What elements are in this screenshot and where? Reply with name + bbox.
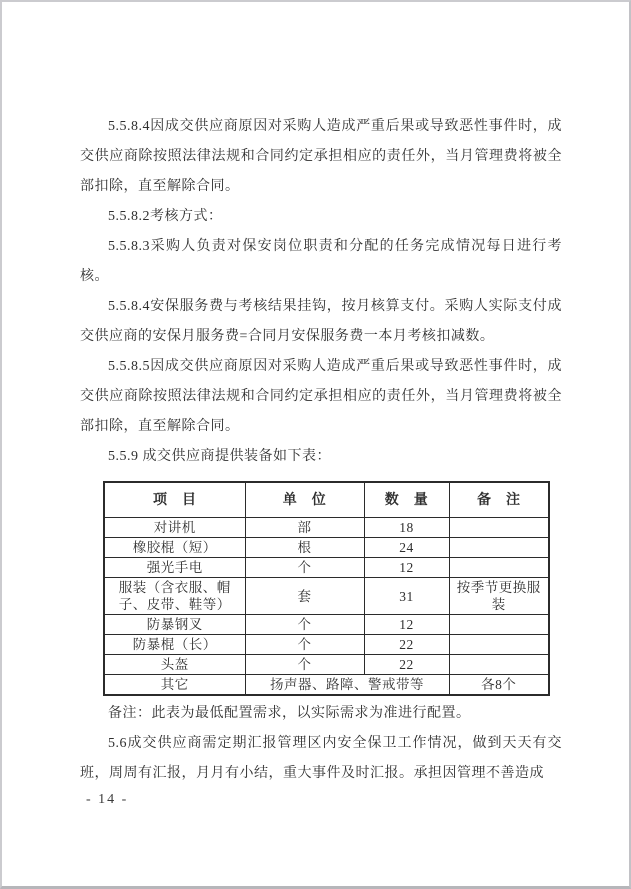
cell-item: 强光手电: [104, 558, 245, 578]
paragraph-5-5-8-3: 5.5.8.3采购人负责对保安岗位职责和分配的任务完成情况每日进行考核。: [80, 239, 562, 284]
paragraph-5-5-8-2: 5.5.8.2考核方式：: [108, 209, 223, 224]
paragraph-5-6: 5.6成交供应商需定期汇报管理区内安全保卫工作情况，做到天天有交班，周周有汇报，月月有小结，重大事件及时汇报。承担因管理不善造成: [80, 736, 562, 781]
cell-note: [449, 538, 549, 558]
cell-item: 服装（含衣服、帽子、皮带、鞋等）: [104, 578, 245, 615]
paragraph-5-5-8-5: 5.5.8.5因成交供应商原因对采购人造成严重后果或导致恶性事件时，成交供应商除按照法律法规和合同约定承担相应的责任外，当月管理费将被全部扣除，直至解除合同。: [80, 359, 562, 434]
cell-note: [449, 518, 549, 538]
table-row: [104, 578, 549, 615]
table-row: [104, 558, 549, 578]
header-unit: 单 位: [245, 482, 364, 518]
cell-item: 其它: [104, 675, 245, 696]
cell-unit: 个: [245, 558, 364, 578]
cell-item: 防暴棍（长）: [104, 635, 245, 655]
cell-unit: 部: [245, 518, 364, 538]
page-number: - 14 -: [86, 792, 129, 807]
table-row: [104, 518, 549, 538]
equipment-table: [103, 481, 550, 696]
cell-note: [449, 655, 549, 675]
cell-unit: 个: [245, 615, 364, 635]
cell-unit: 个: [245, 635, 364, 655]
paragraph-5-5-9: 5.5.9 成交供应商提供装备如下表：: [108, 449, 331, 464]
cell-qty: 12: [364, 558, 449, 578]
table-row: [104, 538, 549, 558]
header-qty: 数 量: [364, 482, 449, 518]
table-row-other: [104, 675, 549, 696]
document-body: [80, 112, 562, 789]
cell-note: 按季节更换服装: [449, 578, 549, 615]
cell-unit: 根: [245, 538, 364, 558]
table-row: [104, 615, 549, 635]
cell-note: [449, 635, 549, 655]
cell-unit: 个: [245, 655, 364, 675]
paragraph-5-5-8-4b: 5.5.8.4安保服务费与考核结果挂钩，按月核算支付。采购人实际支付成交供应商的安保月服务费=合同月安保服务费一本月考核扣减数。: [80, 299, 562, 344]
cell-qty: 24: [364, 538, 449, 558]
cell-item: 橡胶棍（短）: [104, 538, 245, 558]
cell-qty: 12: [364, 615, 449, 635]
cell-item: 对讲机: [104, 518, 245, 538]
cell-unit: 套: [245, 578, 364, 615]
table-header-row: [104, 482, 549, 518]
cell-item: 防暴钢叉: [104, 615, 245, 635]
cell-qty: 22: [364, 655, 449, 675]
cell-note: [449, 615, 549, 635]
cell-item: 头盔: [104, 655, 245, 675]
cell-qty: 18: [364, 518, 449, 538]
header-note: 备 注: [449, 482, 549, 518]
paragraph-5-5-8-4a: 5.5.8.4因成交供应商原因对采购人造成严重后果或导致恶性事件时，成交供应商除按照法律法规和合同约定承担相应的责任外，当月管理费将被全部扣除，直至解除合同。: [80, 119, 562, 194]
cell-qty: 31: [364, 578, 449, 615]
table-row: [104, 655, 549, 675]
cell-note: [449, 558, 549, 578]
cell-qty: 22: [364, 635, 449, 655]
cell-note: 各8个: [449, 675, 549, 696]
paragraph-note: 备注：此表为最低配置需求，以实际需求为准进行配置。: [108, 706, 471, 721]
header-item: 项 目: [104, 482, 245, 518]
table-row: [104, 635, 549, 655]
cell-other-desc: 扬声器、路障、警戒带等: [245, 675, 449, 696]
